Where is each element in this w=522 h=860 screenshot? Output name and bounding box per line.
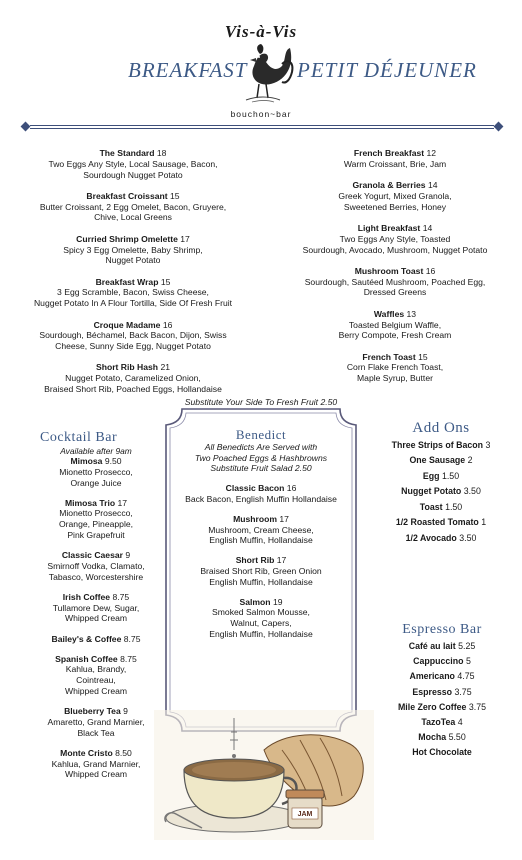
list-item	[380, 656, 504, 667]
item-name: The Standard	[99, 148, 155, 158]
item-title-line	[378, 533, 504, 544]
item-description: Pink Grapefruit	[67, 530, 125, 541]
item-description: Two Eggs Any Style, Local Sausage, Bacon,	[48, 158, 218, 169]
item-title-line	[40, 592, 152, 603]
item-name: Short Rib	[235, 555, 275, 566]
item-price: 16	[162, 319, 173, 330]
list-item	[40, 592, 152, 624]
list-item	[378, 517, 504, 528]
item-price: 15	[418, 351, 428, 362]
item-name: French Breakfast	[353, 148, 425, 158]
item-name: Granola & Berries	[352, 180, 426, 191]
rooster-logo-icon	[226, 42, 298, 108]
menu-item	[288, 352, 502, 384]
item-name: Blueberry Tea	[64, 706, 121, 717]
list-item	[378, 455, 504, 466]
item-description: Two Eggs Any Style, Toasted	[339, 233, 451, 244]
item-title-line	[40, 748, 152, 759]
item-description: Whipped Cream	[64, 769, 128, 780]
item-description: Nugget Potato In A Flour Tortilla, Side Of Fresh Fruit	[33, 298, 233, 309]
item-price: 8.50	[115, 747, 132, 758]
item-description: Kahlua, Grand Marnier,	[51, 758, 141, 769]
item-description: Greek Yogurt, Mixed Granola,	[338, 190, 452, 201]
item-name: Bailey's & Coffee	[51, 633, 122, 644]
item-name: Three Strips of Bacon	[391, 440, 484, 450]
tagline: bouchon~bar	[230, 109, 292, 119]
item-description: Smoked Salmon Mousse,	[212, 607, 310, 618]
list-item	[378, 440, 504, 451]
item-name: Monte Cristo	[60, 747, 113, 758]
list-item	[380, 747, 504, 758]
item-name: Breakfast Wrap	[95, 276, 159, 287]
item-price: 21	[160, 362, 171, 373]
item-name: Mushroom	[233, 513, 277, 524]
item-name: Mocha	[418, 732, 447, 743]
menu-item	[28, 277, 238, 309]
add-ons-section	[378, 420, 504, 548]
item-price: 8.75	[123, 633, 141, 644]
item-price: 3.75	[468, 701, 486, 712]
item-description: Mionetto Prosecco,	[59, 466, 133, 477]
item-price: 17	[117, 497, 128, 508]
list-item	[172, 483, 350, 505]
item-title-line	[380, 687, 504, 698]
item-price: 9	[123, 706, 128, 717]
item-title-line	[288, 148, 502, 159]
item-name: French Toast	[362, 351, 416, 362]
item-description: Kahlua, Brandy,	[65, 664, 127, 675]
item-description: Maple Syrup, Butter	[357, 373, 433, 384]
item-name: Classic Bacon	[225, 483, 285, 494]
item-name: Cappuccino	[413, 656, 464, 667]
item-title-line	[288, 223, 502, 234]
item-title-line	[40, 456, 152, 467]
item-description: Spicy 3 Egg Omelette, Baby Shrimp,	[63, 244, 203, 255]
item-title-line	[172, 555, 350, 566]
item-price: 16	[425, 265, 436, 276]
item-title-line	[28, 234, 238, 245]
item-description: Sourdough Nugget Potato	[83, 169, 183, 180]
espresso-bar-section	[380, 622, 504, 763]
item-description: Back Bacon, English Muffin Hollandaise	[185, 493, 337, 504]
item-name: Waffles	[373, 308, 405, 319]
item-title-line	[378, 471, 504, 482]
item-price: 9	[125, 550, 131, 561]
divider	[22, 123, 502, 131]
item-price: 1	[481, 517, 487, 528]
breakfast-left-column	[28, 148, 238, 405]
item-title-line	[378, 455, 504, 466]
item-price: 19	[272, 596, 283, 607]
item-title-line	[380, 641, 504, 652]
menu-item	[28, 362, 238, 394]
item-title-line	[378, 486, 504, 497]
substitute-note: Substitute Your Side To Fresh Fruit 2.50	[184, 397, 338, 407]
item-description: Sourdough, Sautéed Mushroom, Poached Egg,	[304, 276, 486, 287]
item-price: 13	[406, 308, 417, 319]
title-breakfast: BREAKFAST	[128, 58, 248, 82]
benedict-note	[172, 442, 350, 474]
item-title-line	[288, 266, 502, 277]
item-description: Cheese, Sunny Side Egg, Nugget Potato	[55, 341, 211, 352]
benedict-section	[172, 427, 350, 640]
jam-label: JAM	[297, 811, 313, 818]
item-price: 9.50	[104, 456, 122, 466]
item-description: Amaretto, Grand Marnier,	[47, 716, 145, 727]
list-item	[380, 687, 504, 698]
item-name: Light Breakfast	[357, 222, 421, 233]
item-name: Americano	[409, 671, 455, 682]
item-name: Espresso	[412, 686, 453, 697]
menu-item	[288, 148, 502, 170]
item-description: Butter Croissant, 2 Egg Omelet, Bacon, Gruyere,	[39, 201, 227, 212]
item-title-line	[40, 706, 152, 717]
item-description: Dressed Greens	[363, 287, 427, 298]
item-description: Mushroom, Cream Cheese,	[208, 524, 314, 535]
item-name: Short Rib Hash	[95, 362, 159, 373]
item-price: 8.75	[112, 591, 130, 602]
item-title-line	[378, 517, 504, 528]
item-name: Curried Shrimp Omelette	[76, 233, 178, 244]
item-price: 3.50	[459, 532, 477, 543]
item-price: 8.75	[120, 653, 137, 664]
list-item	[378, 471, 504, 482]
brand-logo-text: Vis-à-Vis	[224, 22, 298, 41]
item-description: English Muffin, Hollandaise	[209, 576, 313, 587]
item-price: 3	[485, 440, 491, 450]
item-description: Black Tea	[77, 727, 115, 738]
item-name: Egg	[422, 470, 440, 481]
item-price: 4.75	[457, 671, 475, 682]
item-title-line	[172, 514, 350, 525]
item-title-line	[172, 597, 350, 608]
item-title-line	[288, 180, 502, 191]
item-name: Mile Zero Coffee	[397, 701, 467, 712]
item-title-line	[40, 634, 152, 645]
list-item	[40, 706, 152, 738]
item-description: Tabasco, Worcestershire	[48, 571, 144, 582]
item-price: 4	[457, 716, 463, 727]
item-price: 1.50	[445, 501, 463, 512]
item-description: Sweetened Berries, Honey	[343, 201, 447, 212]
benedict-note-line: Substitute Fruit Salad 2.50	[210, 463, 312, 474]
item-price: 5.50	[448, 732, 466, 743]
list-item	[172, 555, 350, 587]
item-description: Braised Short Rib, Poached Eggs, Hollandaise	[44, 384, 222, 395]
list-item	[172, 514, 350, 546]
item-title-line	[28, 362, 238, 373]
item-description: Sourdough, Béchamel, Back Bacon, Dijon, Swiss	[39, 330, 227, 341]
list-item	[380, 671, 504, 682]
item-description: Berry Compote, Fresh Cream	[338, 330, 452, 341]
list-item	[40, 634, 152, 645]
title-petit-dejeuner: PETIT DÉJEUNER	[297, 58, 477, 82]
item-title-line	[288, 309, 502, 320]
item-title-line	[380, 747, 504, 758]
item-price: 2	[467, 455, 473, 466]
benedict-note-line: All Benedicts Are Served with	[204, 441, 318, 452]
item-price: 15	[170, 190, 180, 201]
item-name: Hot Chocolate	[412, 747, 472, 758]
item-title-line	[380, 732, 504, 743]
item-name: Mimosa Trio	[64, 497, 116, 508]
list-item	[40, 456, 152, 488]
list-item	[40, 498, 152, 541]
item-description: Nugget Potato, Caramelized Onion,	[65, 373, 201, 384]
item-name: 1/2 Roasted Tomato	[395, 517, 479, 528]
item-title-line	[380, 717, 504, 728]
cocktail-availability: Available after 9am	[60, 446, 132, 456]
item-title-line	[378, 440, 504, 451]
menu-item	[288, 223, 502, 255]
benedict-heading: Benedict	[235, 427, 287, 442]
item-price: 17	[276, 555, 287, 566]
item-title-line	[380, 656, 504, 667]
item-price: 14	[427, 180, 438, 191]
item-price: 17	[279, 513, 289, 524]
item-price: 3.50	[463, 486, 481, 497]
item-description: Cointreau,	[76, 675, 116, 686]
item-description: Sourdough, Avocado, Mushroom, Nugget Potato	[302, 244, 488, 255]
list-item	[40, 748, 152, 780]
list-item	[380, 641, 504, 652]
list-item	[40, 550, 152, 582]
menu-item	[288, 266, 502, 298]
item-description: Tullamore Dew, Sugar,	[52, 602, 140, 613]
item-price: 3.75	[454, 686, 472, 697]
cocktail-heading: Cocktail Bar	[40, 430, 118, 445]
menu-item	[28, 191, 238, 223]
item-description: Smirnoff Vodka, Clamato,	[47, 560, 145, 571]
coffee-croissant-illustration	[154, 710, 374, 840]
list-item	[378, 502, 504, 513]
item-name: Irish Coffee	[62, 591, 111, 602]
item-title-line	[40, 550, 152, 561]
item-name: Mushroom Toast	[354, 265, 424, 276]
item-title-line	[28, 148, 238, 159]
list-item	[380, 732, 504, 743]
item-title-line	[380, 702, 504, 713]
list-item	[378, 486, 504, 497]
list-item	[172, 597, 350, 640]
item-price: 1.50	[441, 470, 460, 481]
cocktail-bar-section	[40, 430, 152, 790]
item-description: Warm Croissant, Brie, Jam	[343, 158, 447, 169]
item-description: Walnut, Capers,	[230, 618, 292, 629]
menu-item	[28, 234, 238, 266]
item-name: One Sausage	[409, 455, 466, 466]
breakfast-right-column	[288, 148, 502, 395]
item-description: Corn Flake French Toast,	[346, 362, 444, 373]
item-name: Nugget Potato	[401, 486, 462, 497]
item-price: 17	[180, 233, 190, 244]
espresso-heading: Espresso Bar	[402, 622, 482, 637]
item-title-line	[28, 277, 238, 288]
item-price: 15	[160, 276, 171, 287]
benedict-note-line: Two Poached Eggs & Hashbrowns	[194, 452, 328, 463]
menu-item	[288, 180, 502, 212]
item-title-line	[28, 320, 238, 331]
item-description: Orange Juice	[70, 477, 122, 488]
list-item	[40, 654, 152, 697]
item-name: Croque Madame	[93, 319, 161, 330]
item-price: 14	[422, 222, 433, 233]
item-name: Café au lait	[408, 641, 456, 651]
item-price: 5.25	[458, 641, 476, 651]
item-price: 12	[426, 148, 437, 158]
item-title-line	[378, 502, 504, 513]
list-item	[380, 717, 504, 728]
item-name: TazoTea	[421, 716, 456, 727]
item-description: English Muffin, Hollandaise	[209, 628, 313, 639]
item-name: Salmon	[239, 596, 271, 607]
item-description: Braised Short Rib, Green Onion	[200, 565, 322, 576]
item-description: Orange, Pineapple,	[58, 519, 134, 530]
item-description: Whipped Cream	[64, 686, 128, 697]
item-description: Toasted Belgium Waffle,	[348, 319, 442, 330]
item-title-line	[40, 654, 152, 665]
item-name: Breakfast Croissant	[86, 190, 168, 201]
list-item	[378, 533, 504, 544]
add-ons-heading: Add Ons	[412, 420, 470, 436]
item-price: 18	[156, 148, 167, 158]
item-description: Whipped Cream	[64, 613, 128, 624]
menu-item	[28, 320, 238, 352]
menu-item	[28, 148, 238, 180]
item-title-line	[288, 352, 502, 363]
item-description: Nugget Potato	[105, 255, 161, 266]
item-name: Mimosa	[70, 456, 103, 466]
item-title-line	[172, 483, 350, 494]
item-description: 3 Egg Scramble, Bacon, Swiss Cheese,	[57, 287, 209, 298]
item-name: Classic Caesar	[61, 550, 123, 561]
item-title-line	[28, 191, 238, 202]
item-name: 1/2 Avocado	[405, 532, 457, 543]
item-name: Toast	[419, 501, 443, 512]
item-description: English Muffin, Hollandaise	[209, 535, 313, 546]
item-description: Mionetto Prosecco,	[59, 508, 133, 519]
item-price: 16	[286, 483, 297, 494]
item-description: Chive, Local Greens	[94, 212, 172, 223]
item-title-line	[380, 671, 504, 682]
item-name: Spanish Coffee	[55, 653, 118, 664]
item-title-line	[40, 498, 152, 509]
item-price: 5	[465, 656, 471, 667]
list-item	[380, 702, 504, 713]
menu-item	[288, 309, 502, 341]
